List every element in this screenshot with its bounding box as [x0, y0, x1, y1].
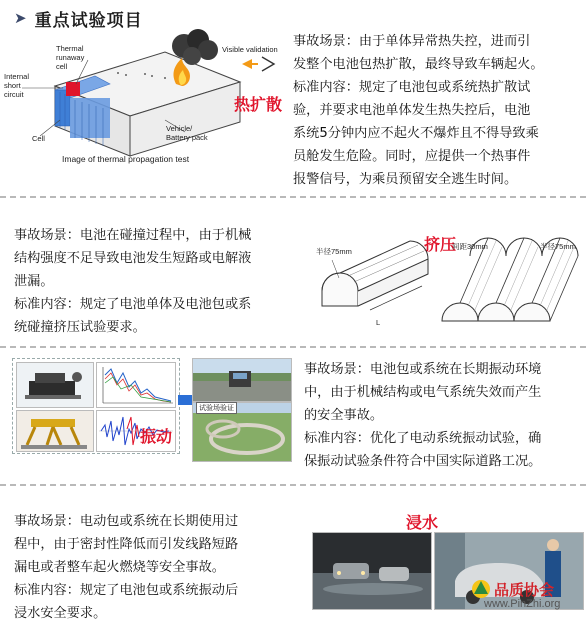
label-spacing: 间距30mm	[452, 242, 488, 251]
watermark-name: 品质协会	[494, 580, 555, 599]
divider	[0, 346, 586, 348]
section1-text: 事故场景：由于单体异常热失控，进而引 发整个电池包热扩散，最终导致车辆起火。 标准内容：规定了电池包或系统热扩散试 验，并要求电池单体发生热失控后，电池 系统5分钟内应不起火不爆炸且不得导致乘 员舱发生危险。同时，应提供一个热事件 报警信号，为乘员预留安全逃生时间。	[293, 34, 544, 187]
label-radius-2: 半径75mm	[540, 242, 576, 251]
label-cell: Cell	[32, 134, 45, 143]
shaker-table-photo	[16, 362, 94, 408]
page-title: 重点试验项目	[34, 10, 143, 31]
divider	[0, 484, 586, 486]
section-header	[14, 6, 143, 30]
eye-icon	[242, 57, 274, 71]
label-vehicle-pack: Vehicle/ Battery pack	[166, 124, 208, 142]
hexapod-photo	[16, 410, 94, 452]
divider	[0, 196, 586, 198]
section3-text: 事故场景：电池包或系统在长期振动环境 中，由于机械结构或电气系统失效而产生 的安全事故。 标准内容：优化了电动系统振动试验，确 保振动试验条件符合中国实际道路工况。	[304, 362, 542, 469]
label-internal-short: Internal short circuit	[4, 72, 30, 99]
runaway-cell	[66, 82, 80, 96]
label-runaway: Thermal runaway cell	[56, 44, 85, 71]
tag-thermal-diffusion: 热扩散	[234, 95, 283, 114]
arrow-icon: ➤	[14, 9, 27, 27]
road-truck-photo	[192, 358, 292, 402]
vibration-spectrum-plot	[96, 362, 176, 408]
section4-text: 事故场景：电动包或系统在长期使用过 程中，由于密封性降低而引发线路短路 漏电或者整车起火燃烧等安全事故。 标准内容：规定了电池包或系统振动后 浸水安全要求。	[14, 514, 239, 621]
tag-crush: 挤压	[424, 235, 457, 254]
watermark-url: www.PinZhi.org	[484, 598, 561, 610]
section2-text: 事故场景：电池在碰撞过程中，由于机械 结构强度不足导致电池发生短路或电解液 泄漏。 标准内容：规定了电池单体及电池包或系 统碰撞挤压试验要求。	[14, 228, 252, 335]
diagram-caption: Image of thermal propagation test	[62, 154, 190, 164]
watermark-logo	[468, 578, 554, 600]
track-sign: 试验场验证	[196, 402, 237, 414]
label-radius-1: 半径75mm	[316, 247, 352, 256]
logo-icon	[468, 578, 494, 600]
flooded-road-photo	[312, 532, 432, 610]
tag-vibration: 振动	[140, 427, 173, 446]
tag-immersion: 浸水	[406, 513, 439, 532]
label-visible-validation: Visible validation	[222, 45, 278, 54]
label-length: L	[376, 318, 381, 327]
